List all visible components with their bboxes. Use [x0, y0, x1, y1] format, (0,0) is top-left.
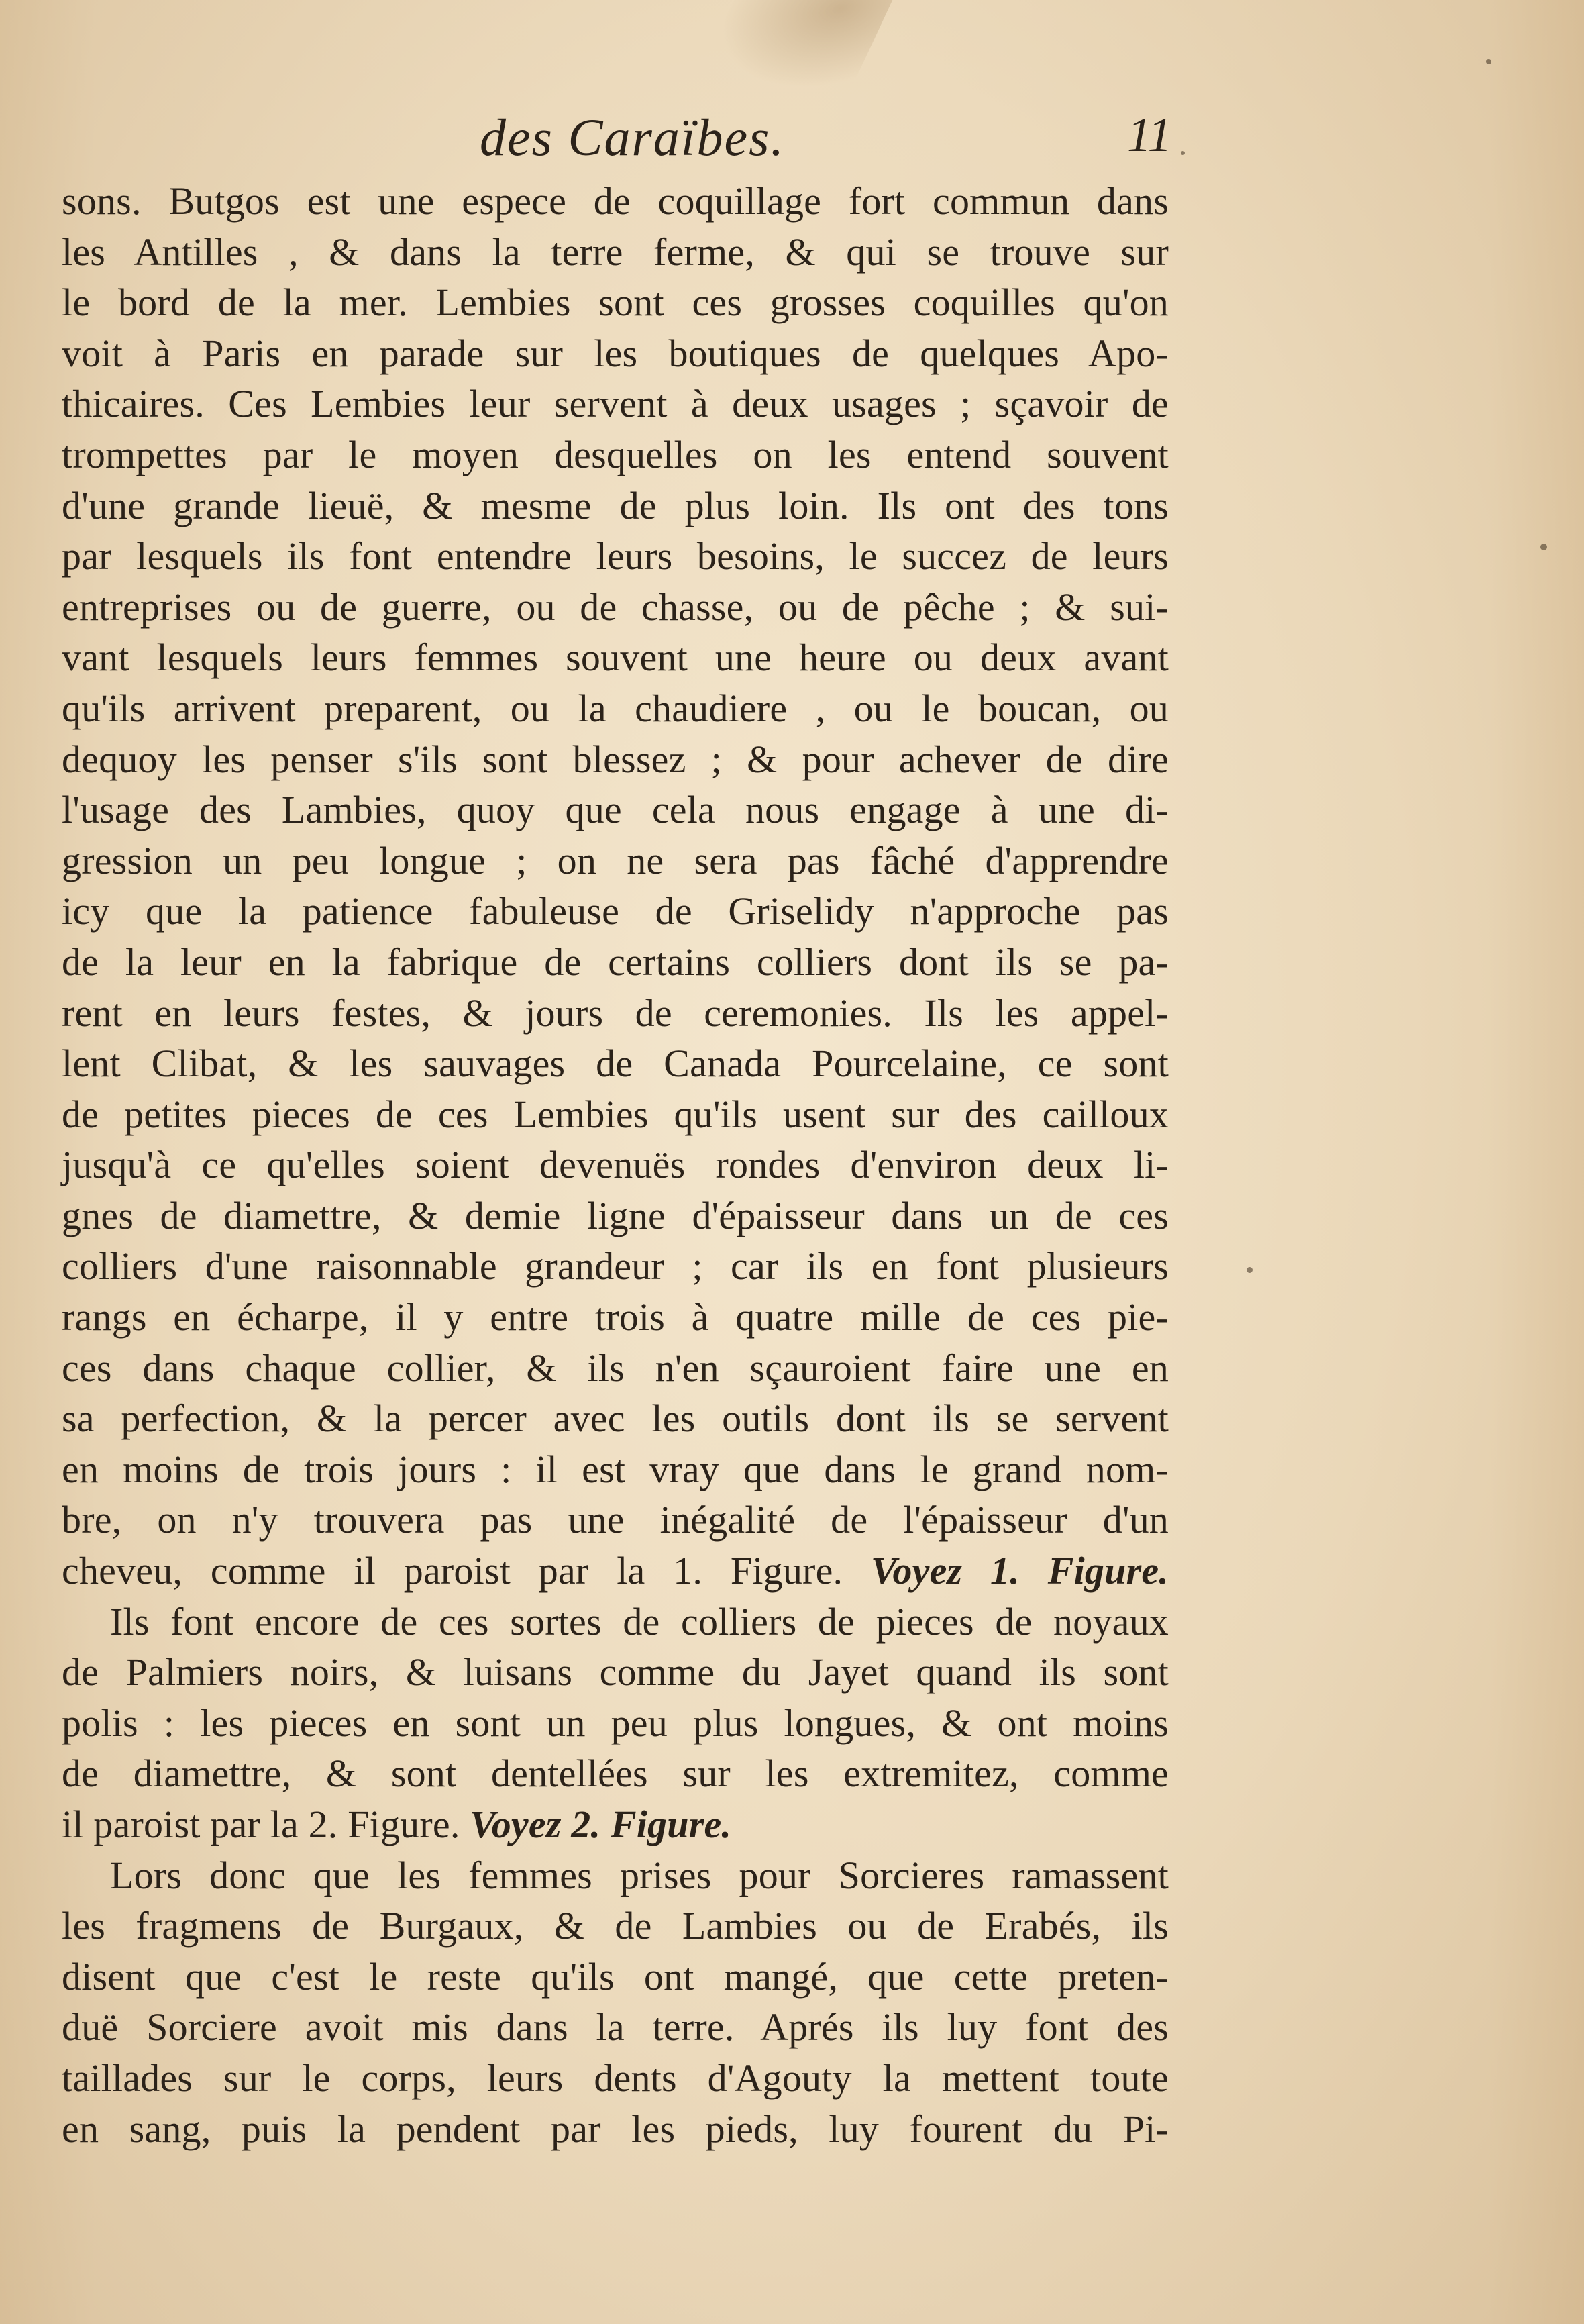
text-line: trompettes par le moyen desquelles on les entend souvent — [62, 432, 1169, 476]
text-line: d'une grande lieuë, & mesme de plus loin. Ils ont des tons — [62, 483, 1169, 527]
text-line: gnes de diamettre, & demie ligne d'épaisseur dans un de ces — [62, 1193, 1169, 1237]
text-line: sa perfection, & la percer avec les outils dont ils se servent — [62, 1397, 1169, 1441]
text-line: l'usage des Lambies, quoy que cela nous engage à une di- — [62, 788, 1169, 832]
text-line: gression un peu longue ; on ne sera pas fâché d'apprendre — [62, 838, 1169, 882]
paper-speck — [1486, 59, 1491, 64]
page-number: 11 — [1127, 108, 1172, 162]
body-text — [62, 176, 1169, 2154]
text-line: dequoy les penser s'ils sont blessez ; & pour achever de dire — [62, 737, 1169, 781]
text-line: voit à Paris en parade sur les boutiques de quelques Apo- — [62, 331, 1169, 375]
text-line: lent Clibat, & les sauvages de Canada Pourcelaine, ce sont — [62, 1042, 1169, 1086]
text-line: les Antilles , & dans la terre ferme, & qui se trouve sur — [62, 230, 1169, 274]
text-line-content: cheveu, comme il paroist par la 1. Figure. — [62, 1549, 843, 1593]
text-line: de diamettre, & sont dentellées sur les extremitez, comme — [62, 1752, 1169, 1796]
figure-2-note: Voyez 2. Figure. — [470, 1803, 732, 1846]
text-line-content: il paroist par la 2. Figure. — [62, 1803, 460, 1846]
text-line: le bord de la mer. Lembies sont ces grosses coquilles qu'on — [62, 281, 1169, 325]
text-line: duë Sorciere avoit mis dans la terre. Aprés ils luy font des — [62, 2005, 1169, 2050]
text-line: colliers d'une raisonnable grandeur ; car ils en font plusieurs — [62, 1244, 1169, 1289]
text-line: polis : les pieces en sont un peu plus longues, & ont moins — [62, 1701, 1169, 1745]
page-corner-stain — [691, 0, 893, 87]
text-line: icy que la patience fabuleuse de Griselidy n'approche pas — [62, 889, 1169, 933]
text-line: qu'ils arrivent preparent, ou la chaudiere , ou le boucan, ou — [62, 686, 1169, 730]
text-line: par lesquels ils font entendre leurs besoins, le succez de leurs — [62, 534, 1169, 578]
text-line: en moins de trois jours : il est vray que dans le grand nom- — [62, 1447, 1169, 1491]
text-line: Lors donc que les femmes prises pour Sorcieres ramassent — [110, 1853, 1169, 1897]
text-line: thicaires. Ces Lembies leur servent à deux usages ; sçavoir de — [62, 382, 1169, 426]
text-line: bre, on n'y trouvera pas une inégalité de l'épaisseur d'un — [62, 1498, 1169, 1542]
running-head-title: des Caraïbes. — [480, 108, 785, 166]
text-line-with-note — [62, 1546, 1169, 1597]
text-line: sons. Butgos est une espece de coquillage fort commun dans — [62, 179, 1169, 223]
text-line: ces dans chaque collier, & ils n'en sçauroient faire une en — [62, 1346, 1169, 1390]
paper-speck — [1247, 1267, 1253, 1273]
text-line: vant lesquels leurs femmes souvent une heure ou deux avant — [62, 636, 1169, 680]
text-line: disent que c'est le reste qu'ils ont mangé, que cette preten- — [62, 1954, 1169, 1999]
text-line: rangs en écharpe, il y entre trois à quatre mille de ces pie- — [62, 1295, 1169, 1340]
figure-1-note: Voyez 1. Figure. — [870, 1549, 1169, 1593]
paper-speck — [1540, 544, 1547, 550]
text-line: en sang, puis la pendent par les pieds, luy fourent du Pi- — [62, 2107, 1169, 2151]
text-line-with-note — [62, 1799, 1169, 1850]
text-line: de la leur en la fabrique de certains colliers dont ils se pa- — [62, 940, 1169, 984]
text-line: jusqu'à ce qu'elles soient devenuës rondes d'environ deux li- — [62, 1143, 1169, 1187]
paper-speck — [1181, 151, 1185, 155]
running-head — [0, 101, 1584, 174]
text-line: entreprises ou de guerre, ou de chasse, ou de pêche ; & sui- — [62, 585, 1169, 629]
text-line: Ils font encore de ces sortes de colliers de pieces de noyaux — [110, 1599, 1169, 1644]
text-line: de Palmiers noirs, & luisans comme du Jayet quand ils sont — [62, 1650, 1169, 1695]
text-line: taillades sur le corps, leurs dents d'Agouty la mettent toute — [62, 2056, 1169, 2100]
text-line: rent en leurs festes, & jours de ceremonies. Ils les appel- — [62, 991, 1169, 1035]
text-line: de petites pieces de ces Lembies qu'ils usent sur des cailloux — [62, 1092, 1169, 1136]
text-line: les fragmens de Burgaux, & de Lambies ou de Erabés, ils — [62, 1904, 1169, 1948]
